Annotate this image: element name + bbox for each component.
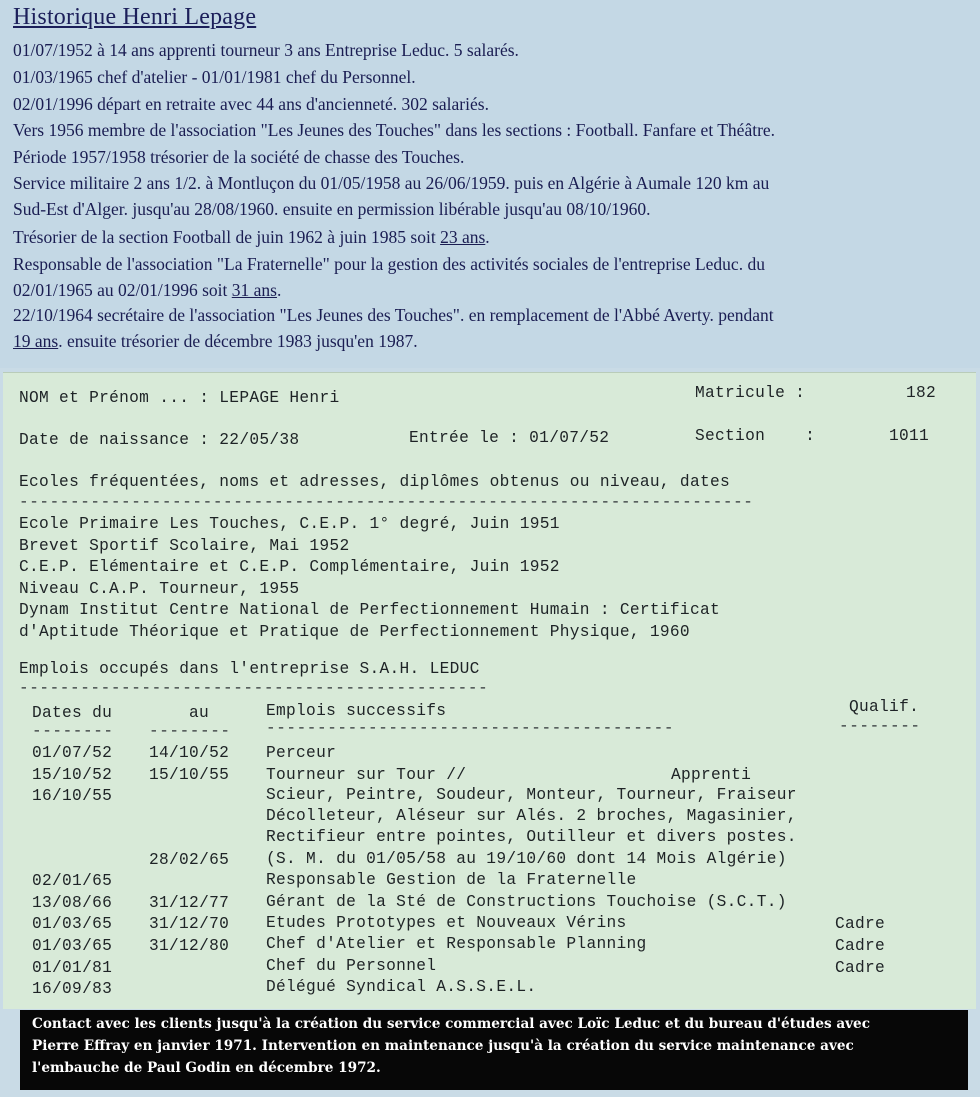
row-date-du: 16/10/55	[32, 787, 113, 805]
divider: --------	[32, 726, 114, 736]
row-date-au: 31/12/80	[149, 937, 230, 955]
nom-value: LEPAGE Henri	[219, 389, 340, 407]
row-emploi: (S. M. du 01/05/58 au 19/10/60 dont 14 Mois Algérie)	[266, 849, 787, 868]
row-qualif: Cadre	[835, 959, 886, 977]
history-line: 22/10/1964 secrétaire de l'association "Les Jeunes des Touches". en remplacement de l'Abbé Averty. pendant	[13, 305, 774, 325]
row-emploi: Décolleteur, Aléseur sur Alés. 2 broches, Magasinier,	[266, 807, 797, 826]
history-line: 02/01/1996 départ en retraite avec 44 ans d'ancienneté. 302 salariés.	[13, 94, 489, 114]
entree-label: Entrée le :	[409, 429, 530, 447]
entree-field	[409, 429, 609, 447]
ecole-line: Ecole Primaire Les Touches, C.E.P. 1° degré, Juin 1951	[19, 515, 560, 533]
row-emploi: Etudes Prototypes et Nouveaux Vérins	[266, 913, 627, 932]
history-line: 01/03/1965 chef d'atelier - 01/01/1981 chef du Personnel.	[13, 67, 416, 87]
col-header-qualif: Qualif.	[849, 698, 920, 716]
history-text: 02/01/1965 au 02/01/1996 soit	[13, 280, 232, 300]
col-header-emplois: Emplois successifs	[266, 702, 447, 720]
row-emploi: Délégué Syndical A.S.S.E.L.	[266, 977, 537, 996]
section-value: 1011	[889, 427, 930, 445]
caption-line: Contact avec les clients jusqu'à la création du service commercial avec Loïc Leduc et du bureau d'études avec	[32, 1016, 870, 1032]
section-label: Section :	[695, 427, 816, 445]
history-line: Service militaire 2 ans 1/2. à Montluçon du 01/05/1958 au 26/06/1959. puis en Algérie à Aumale 120 km au	[13, 173, 770, 193]
naissance-value: 22/05/38	[219, 431, 300, 449]
divider: ------------------------------------------------------------------------	[19, 497, 754, 507]
history-years: 23 ans	[440, 227, 486, 247]
record-card	[3, 372, 976, 1009]
row-date-au: 31/12/70	[149, 915, 230, 933]
row-emploi: Chef d'Atelier et Responsable Planning	[266, 935, 647, 954]
history-text: Trésorier de la section Football de juin 1962 à juin 1985 soit	[13, 227, 441, 247]
ecole-line: Dynam Institut Centre National de Perfectionnement Humain : Certificat	[19, 601, 720, 619]
col-header-du: Dates du	[32, 704, 113, 722]
ecole-line: Brevet Sportif Scolaire, Mai 1952	[19, 537, 350, 555]
history-text: .	[276, 280, 282, 300]
row-emploi: Scieur, Peintre, Soudeur, Monteur, Tourneur, Fraiseur	[266, 786, 797, 805]
divider: ----------------------------------------	[266, 723, 675, 733]
row-qualif: Apprenti	[671, 766, 752, 784]
caption-line: Pierre Effray en janvier 1971. Intervention en maintenance jusqu'à la création du service maintenance avec	[32, 1038, 854, 1054]
row-date-au: 14/10/52	[149, 744, 230, 762]
history-line: 01/07/1952 à 14 ans apprenti tourneur 3 ans Entreprise Leduc. 5 salarés.	[13, 40, 519, 60]
naissance-field	[19, 431, 299, 449]
row-date-du: 16/09/83	[32, 980, 113, 998]
row-date-au: 28/02/65	[149, 851, 230, 869]
ecole-line: C.E.P. Elémentaire et C.E.P. Complémentaire, Juin 1952	[19, 558, 560, 576]
row-emploi: Tourneur sur Tour //	[266, 765, 467, 784]
row-emploi: Responsable Gestion de la Fraternelle	[266, 870, 637, 889]
row-date-au: 15/10/55	[149, 766, 230, 784]
history-text: .	[485, 227, 490, 247]
history-line: Période 1957/1958 trésorier de la société de chasse des Touches.	[13, 147, 465, 167]
ecoles-heading: Ecoles fréquentées, noms et adresses, diplômes obtenus ou niveau, dates	[19, 473, 730, 491]
row-date-du: 01/07/52	[32, 744, 113, 762]
row-qualif: Cadre	[835, 915, 886, 933]
nom-label: NOM et Prénom ... :	[19, 389, 220, 407]
row-emploi: Gérant de la Sté de Constructions Touchoise (S.C.T.)	[266, 892, 787, 911]
matricule-label: Matricule :	[695, 384, 806, 402]
caption-box	[20, 1010, 968, 1090]
history-line: Responsable de l'association "La Fraternelle" pour la gestion des activités sociales de l'entreprise Leduc. du	[13, 254, 765, 274]
row-date-au: 31/12/77	[149, 894, 230, 912]
matricule-value: 182	[906, 384, 937, 402]
divider: --------	[149, 726, 231, 736]
row-emploi: Rectifieur entre pointes, Outilleur et divers postes.	[266, 828, 797, 847]
row-date-du: 13/08/66	[32, 894, 113, 912]
row-date-du: 15/10/52	[32, 766, 113, 784]
history-years: 31 ans	[231, 280, 277, 300]
row-emploi: Chef du Personnel	[266, 957, 437, 976]
history-line-fraternelle	[13, 280, 281, 301]
row-date-du: 01/01/81	[32, 959, 113, 977]
nom-field	[19, 389, 339, 407]
history-title: Historique Henri Lepage	[13, 4, 257, 30]
history-line-secretaire	[13, 331, 418, 352]
history-line: Sud-Est d'Alger. jusqu'au 28/08/1960. ensuite en permission libérable jusqu'au 08/10/1960.	[13, 199, 651, 219]
emplois-heading: Emplois occupés dans l'entreprise S.A.H. LEDUC	[19, 660, 480, 678]
row-date-du: 01/03/65	[32, 937, 113, 955]
divider: ----------------------------------------------	[19, 683, 489, 693]
ecole-line: d'Aptitude Théorique et Pratique de Perfectionnement Physique, 1960	[19, 623, 690, 641]
history-years: 19 ans	[13, 331, 59, 351]
col-header-au: au	[189, 704, 210, 722]
ecole-line: Niveau C.A.P. Tourneur, 1955	[19, 580, 300, 598]
history-line-tresorier	[13, 227, 490, 248]
history-line: Vers 1956 membre de l'association "Les Jeunes des Touches" dans les sections : Football. Fanfare et Théâtre.	[13, 120, 776, 140]
naissance-label: Date de naissance :	[19, 431, 220, 449]
entree-value: 01/07/52	[529, 429, 610, 447]
caption-line: l'embauche de Paul Godin en décembre 1972.	[32, 1060, 381, 1076]
history-panel	[0, 0, 980, 368]
row-date-du: 02/01/65	[32, 872, 113, 890]
divider: --------	[839, 721, 921, 731]
row-date-du: 01/03/65	[32, 915, 113, 933]
row-emploi: Perceur	[266, 744, 337, 762]
history-text: . ensuite trésorier de décembre 1983 jusqu'en 1987.	[58, 331, 418, 351]
row-qualif: Cadre	[835, 937, 886, 955]
